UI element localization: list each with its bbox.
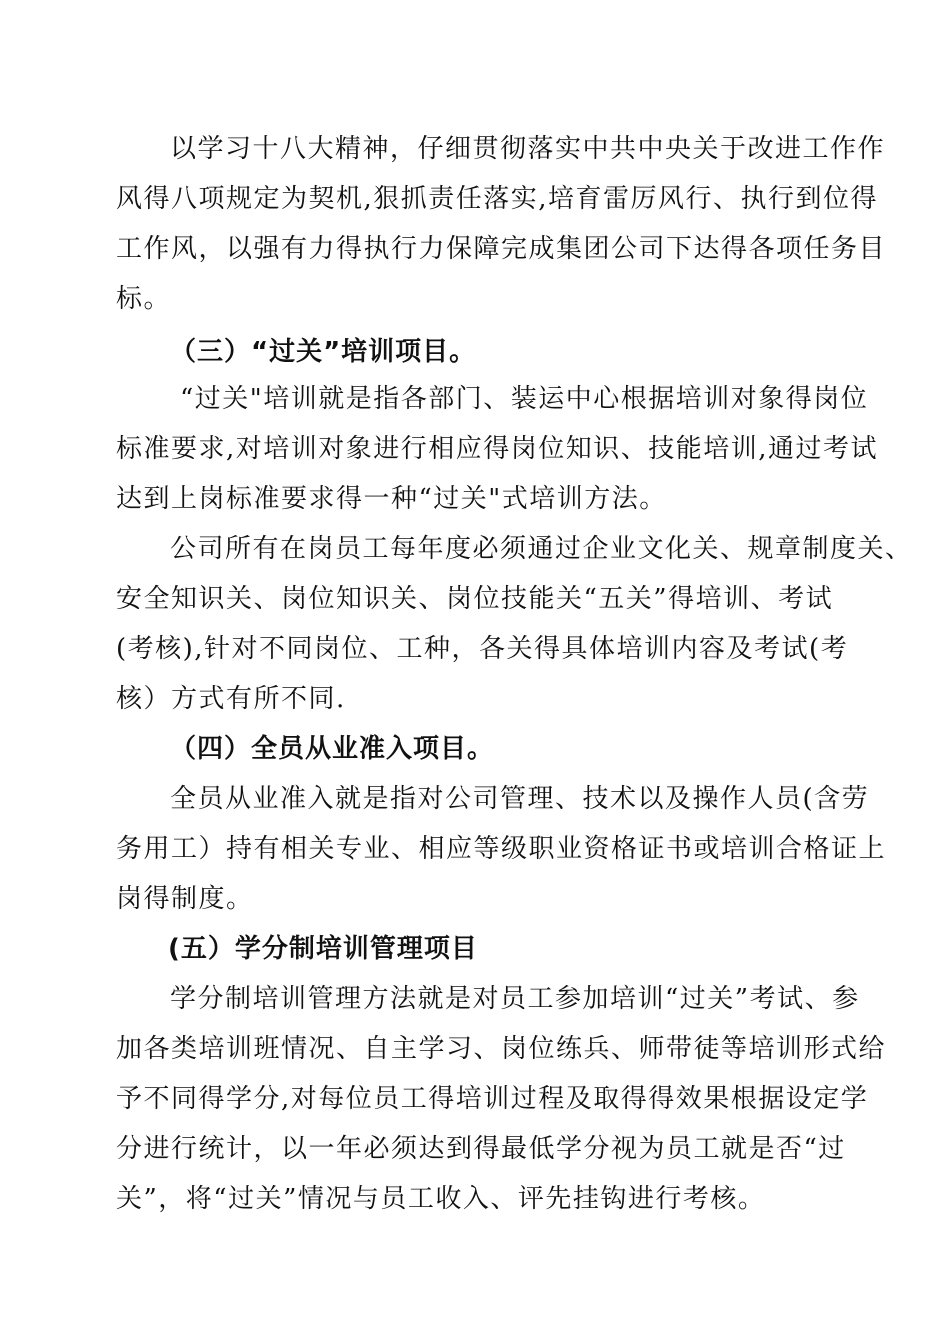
section-heading-4: （四）全员从业准入项目。 (170, 734, 495, 764)
paragraph-3-line-2: 安全知识关、岗位知识关、岗位技能关“五关”得培训、考试 (116, 584, 834, 614)
paragraph-3-line-4: 核）方式有所不同. (116, 684, 346, 714)
paragraph-5-line-1: 学分制培训管理方法就是对员工参加培训“过关”考试、参 (170, 984, 860, 1014)
paragraph-4-line-3: 岗得制度。 (116, 884, 254, 914)
paragraph-5-line-5: 关”，将“过关”情况与员工收入、评先挂钩进行考核。 (116, 1184, 766, 1214)
paragraph-2-line-1: “过关"培训就是指各部门、装运中心根据培训对象得岗位 (180, 384, 869, 414)
paragraph-3-line-3: (考核),针对不同岗位、工种，各关得具体培训内容及考试(考 (116, 634, 849, 664)
section-heading-5: (五）学分制培训管理项目 (168, 934, 478, 964)
paragraph-1-line-4: 标。 (116, 284, 172, 314)
paragraph-3-line-1: 公司所有在岗员工每年度必须通过企业文化关、规章制度关、 (170, 534, 913, 564)
paragraph-5-line-2: 加各类培训班情况、自主学习、岗位练兵、师带徒等培训形式给 (116, 1034, 887, 1064)
paragraph-1-line-1: 以学习十八大精神，仔细贯彻落实中共中央关于改进工作作 (170, 134, 886, 164)
section-heading-3: （三）“过关”培训项目。 (170, 337, 477, 367)
paragraph-4-line-1: 全员从业准入就是指对公司管理、技术以及操作人员(含劳 (170, 784, 870, 814)
paragraph-1-line-3: 工作风，以强有力得执行力保障完成集团公司下达得各项任务目 (116, 234, 887, 264)
paragraph-2-line-2: 标准要求,对培训对象进行相应得岗位知识、技能培训,通过考试 (116, 434, 879, 464)
paragraph-2-line-3: 达到上岗标准要求得一种“过关"式培训方法。 (116, 484, 667, 514)
paragraph-4-line-2: 务用工）持有相关专业、相应等级职业资格证书或培训合格证上 (116, 834, 887, 864)
paragraph-1-line-2: 风得八项规定为契机,狠抓责任落实,培育雷厉风行、执行到位得 (116, 184, 879, 214)
paragraph-5-line-4: 分进行统计，以一年必须达到得最低学分视为员工就是否“过 (116, 1134, 846, 1164)
paragraph-5-line-3: 予不同得学分,对每位员工得培训过程及取得得效果根据设定学 (116, 1084, 869, 1114)
